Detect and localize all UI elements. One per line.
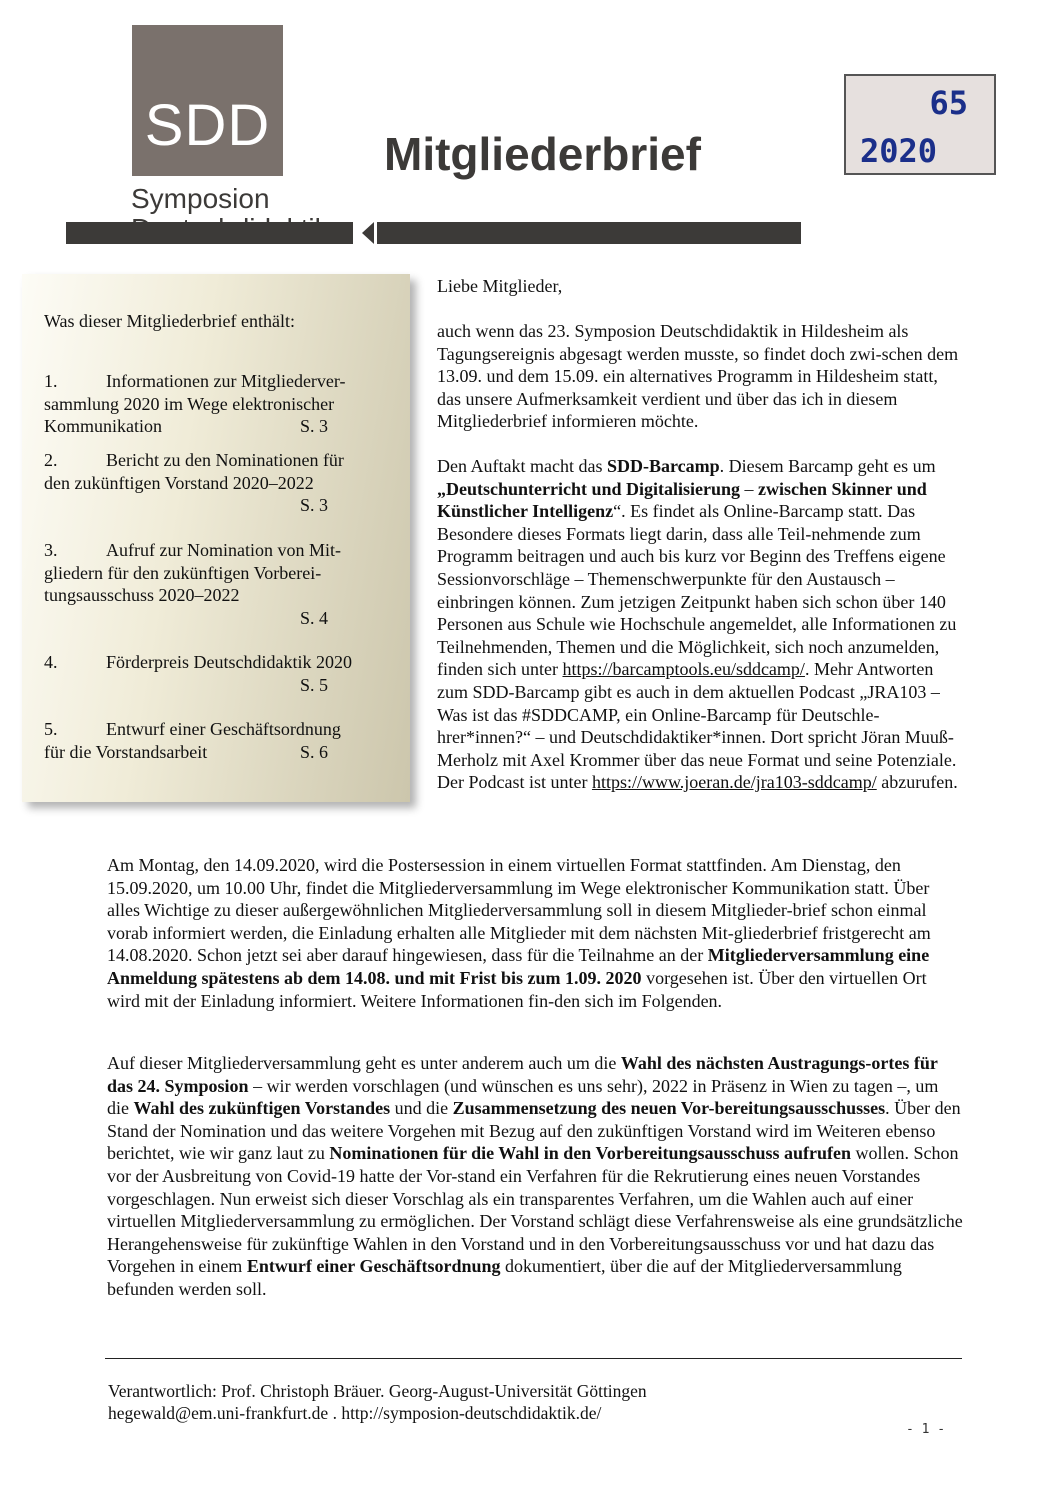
sdd-logo — [132, 25, 283, 176]
contents-item: 5. Entwurf einer Geschäftsordnung für die Vorstandsarbeit S. 6 — [44, 719, 341, 762]
contents-item: 3. Aufruf zur Nomination von Mit- gliedern für den zukünftigen Vorberei- tungsausschuss 2020–2022 S. 4 — [44, 539, 374, 629]
issue-box — [844, 74, 996, 175]
footer-contact: hegewald@em.uni-frankfurt.de . http://symposion-deutschdidaktik.de/ — [108, 1403, 602, 1423]
header-bar-right — [377, 222, 801, 244]
contents-item: 1. Informationen zur Mitgliederver- sammlung 2020 im Wege elektronischer Kommunikation S. 3 — [44, 371, 346, 436]
page-number: - 1 - — [906, 1422, 946, 1437]
logo-line-1: Symposion — [131, 183, 270, 214]
paragraph-barcamp: Den Auftakt macht das SDD-Barcamp. Diesem Barcamp geht es um „Deutschunterricht und Digitalisierung – zwischen Skinner und Künstlicher Intelligenz“. Es findet als Online-Barcamp statt. Das Besondere dieses Formats liegt darin, dass alle Teil-nehmende zum Programm beitragen und auch bis kurz vor Beginn des Treffens eigene Sessionvorschläge – Themenschwerpunkte für den Austausch – einbringen können. Zum jetzigen Zeitpunkt haben sich schon über 140 Personen aus Schule wie Hochschule angemeldet, alle Informationen zu Teilnehmenden, Themen und die Möglichkeit, sich noch anzumelden, finden sich unter https://barcamptools.eu/sddcamp/. Mehr Antworten zum SDD-Barcamp gibt es auch in dem aktuellen Podcast „JRA103 – Was ist das #SDDCAMP, ein Online-Barcamp für Deutschle-hrer*innen?“ – und Deutschdidaktiker*innen. Dort spricht Jöran Muuß-Merholz mit Axel Krommer über das neue Format und seine Potenziale. Der Podcast ist unter https://www.joeran.de/jra103-sddcamp/ abzurufen. — [437, 456, 958, 793]
greeting: Liebe Mitglieder, — [437, 276, 563, 296]
contents-page-ref: S. 4 — [300, 607, 329, 628]
paragraph-postersession: Am Montag, den 14.09.2020, wird die Postersession in einem virtuellen Format stattfinden. Am Dienstag, den 15.09.2020, um 10.00 Uhr, findet die Mitgliederversammlung im Wege elektronischer Kommunikation statt. Über alles Wichtige zu dieser außergewöhnlichen Mitgliederversammlung soll in diesem Mitglieder-brief schon einmal vorab informiert werden, die Einladung erhalten alle Mitglieder mit dem nächsten Mit-gliederbrief fristgerecht am 14.08.2020. Schon jetzt sei aber darauf hingewiesen, dass für die Teilnahme an der Mitgliederversammlung eine Anmeldung spätestens ab dem 14.08. und mit Frist bis zum 1.09. 2020 vorgesehen ist. Über den virtuellen Ort wird mit der Einladung informiert. Weitere Informationen fin-den sich im Folgenden. — [107, 855, 931, 1011]
logo-letters: SDD — [144, 93, 271, 158]
podcast-link[interactable]: https://www.joeran.de/jra103-sddcamp/ — [591, 772, 877, 793]
barcamp-link[interactable]: https://barcamptools.eu/sddcamp/ — [562, 659, 805, 680]
footer-divider — [105, 1358, 962, 1359]
header-bar-chevron — [362, 222, 374, 244]
masthead-title: Mitgliederbrief — [384, 128, 701, 180]
contents-page-ref: S. 3 — [300, 495, 329, 515]
paragraph-elections: Auf dieser Mitgliederversammlung geht es unter anderem auch um die Wahl des nächsten Austragungs-ortes für das 24. Symposion – wir werden vorschlagen (und wünschen es uns sehr), 2022 in Präsenz in Wien zu tagen –, um die Wahl des zukünftigen Vorstandes und die Zusammensetzung des neuen Vor-bereitungsausschusses. Über den Stand der Nomination und das weitere Vorgehen mit Bezug auf den zukünftigen Vorstand wird im Weiteren ebenso berichtet, wie wir ganz laut zu Nominationen für die Wahl in den Vorbereitungsausschuss aufrufen wollen. Schon vor der Ausbreitung von Covid-19 hatte der Vor-stand ein Verfahren für die Rekrutierung eines neuen Vorstandes vorgeschlagen. Nun erweist sich dieser Vorschlag als ein transparentes Verfahren, um die Wahlen auch auf einer virtuellen Mitgliederversammlung zu ermöglichen. Der Vorstand schlägt diese Verfahrensweise als eine grundsätzliche Herangehensweise für zukünftige Wahlen in den Vorstand und in den Vorbereitungsausschuss vor und hat dazu das Vorgehen in einem Entwurf einer Geschäftsordnung dokumentiert, über die auf der Mitgliederversammlung befunden werden soll. — [107, 1053, 963, 1299]
contents-item: 4. Förderpreis Deutschdidaktik 2020 S. 5 — [44, 651, 374, 696]
issue-year: 2020 — [860, 132, 938, 170]
footer — [108, 1380, 647, 1424]
issue-number: 65 — [929, 84, 968, 122]
contents-page-ref: S. 3 — [300, 416, 329, 436]
contents-item: 2. Bericht zu den Nominationen für den zukünftigen Vorstand 2020–2022 S. 3 — [44, 449, 374, 517]
contents-title: Was dieser Mitgliederbrief enthält: — [44, 311, 295, 331]
header-bar-left — [66, 222, 353, 244]
paragraph-intro: auch wenn das 23. Symposion Deutschdidaktik in Hildesheim als Tagungsereignis abgesagt werden musste, so findet doch zwi-schen dem 13.09. und dem 15.09. ein alternatives Programm in Hildesheim statt, das unsere Aufmerksamkeit verdient und über das ich in diesem Mitgliederbrief informieren möchte. — [437, 321, 959, 432]
contents-page-ref: S. 5 — [300, 674, 329, 695]
contents-box — [22, 274, 410, 802]
footer-responsible: Verantwortlich: Prof. Christoph Bräuer. Georg-August-Universität Göttingen — [108, 1381, 647, 1401]
contents-page-ref: S. 6 — [300, 741, 329, 762]
